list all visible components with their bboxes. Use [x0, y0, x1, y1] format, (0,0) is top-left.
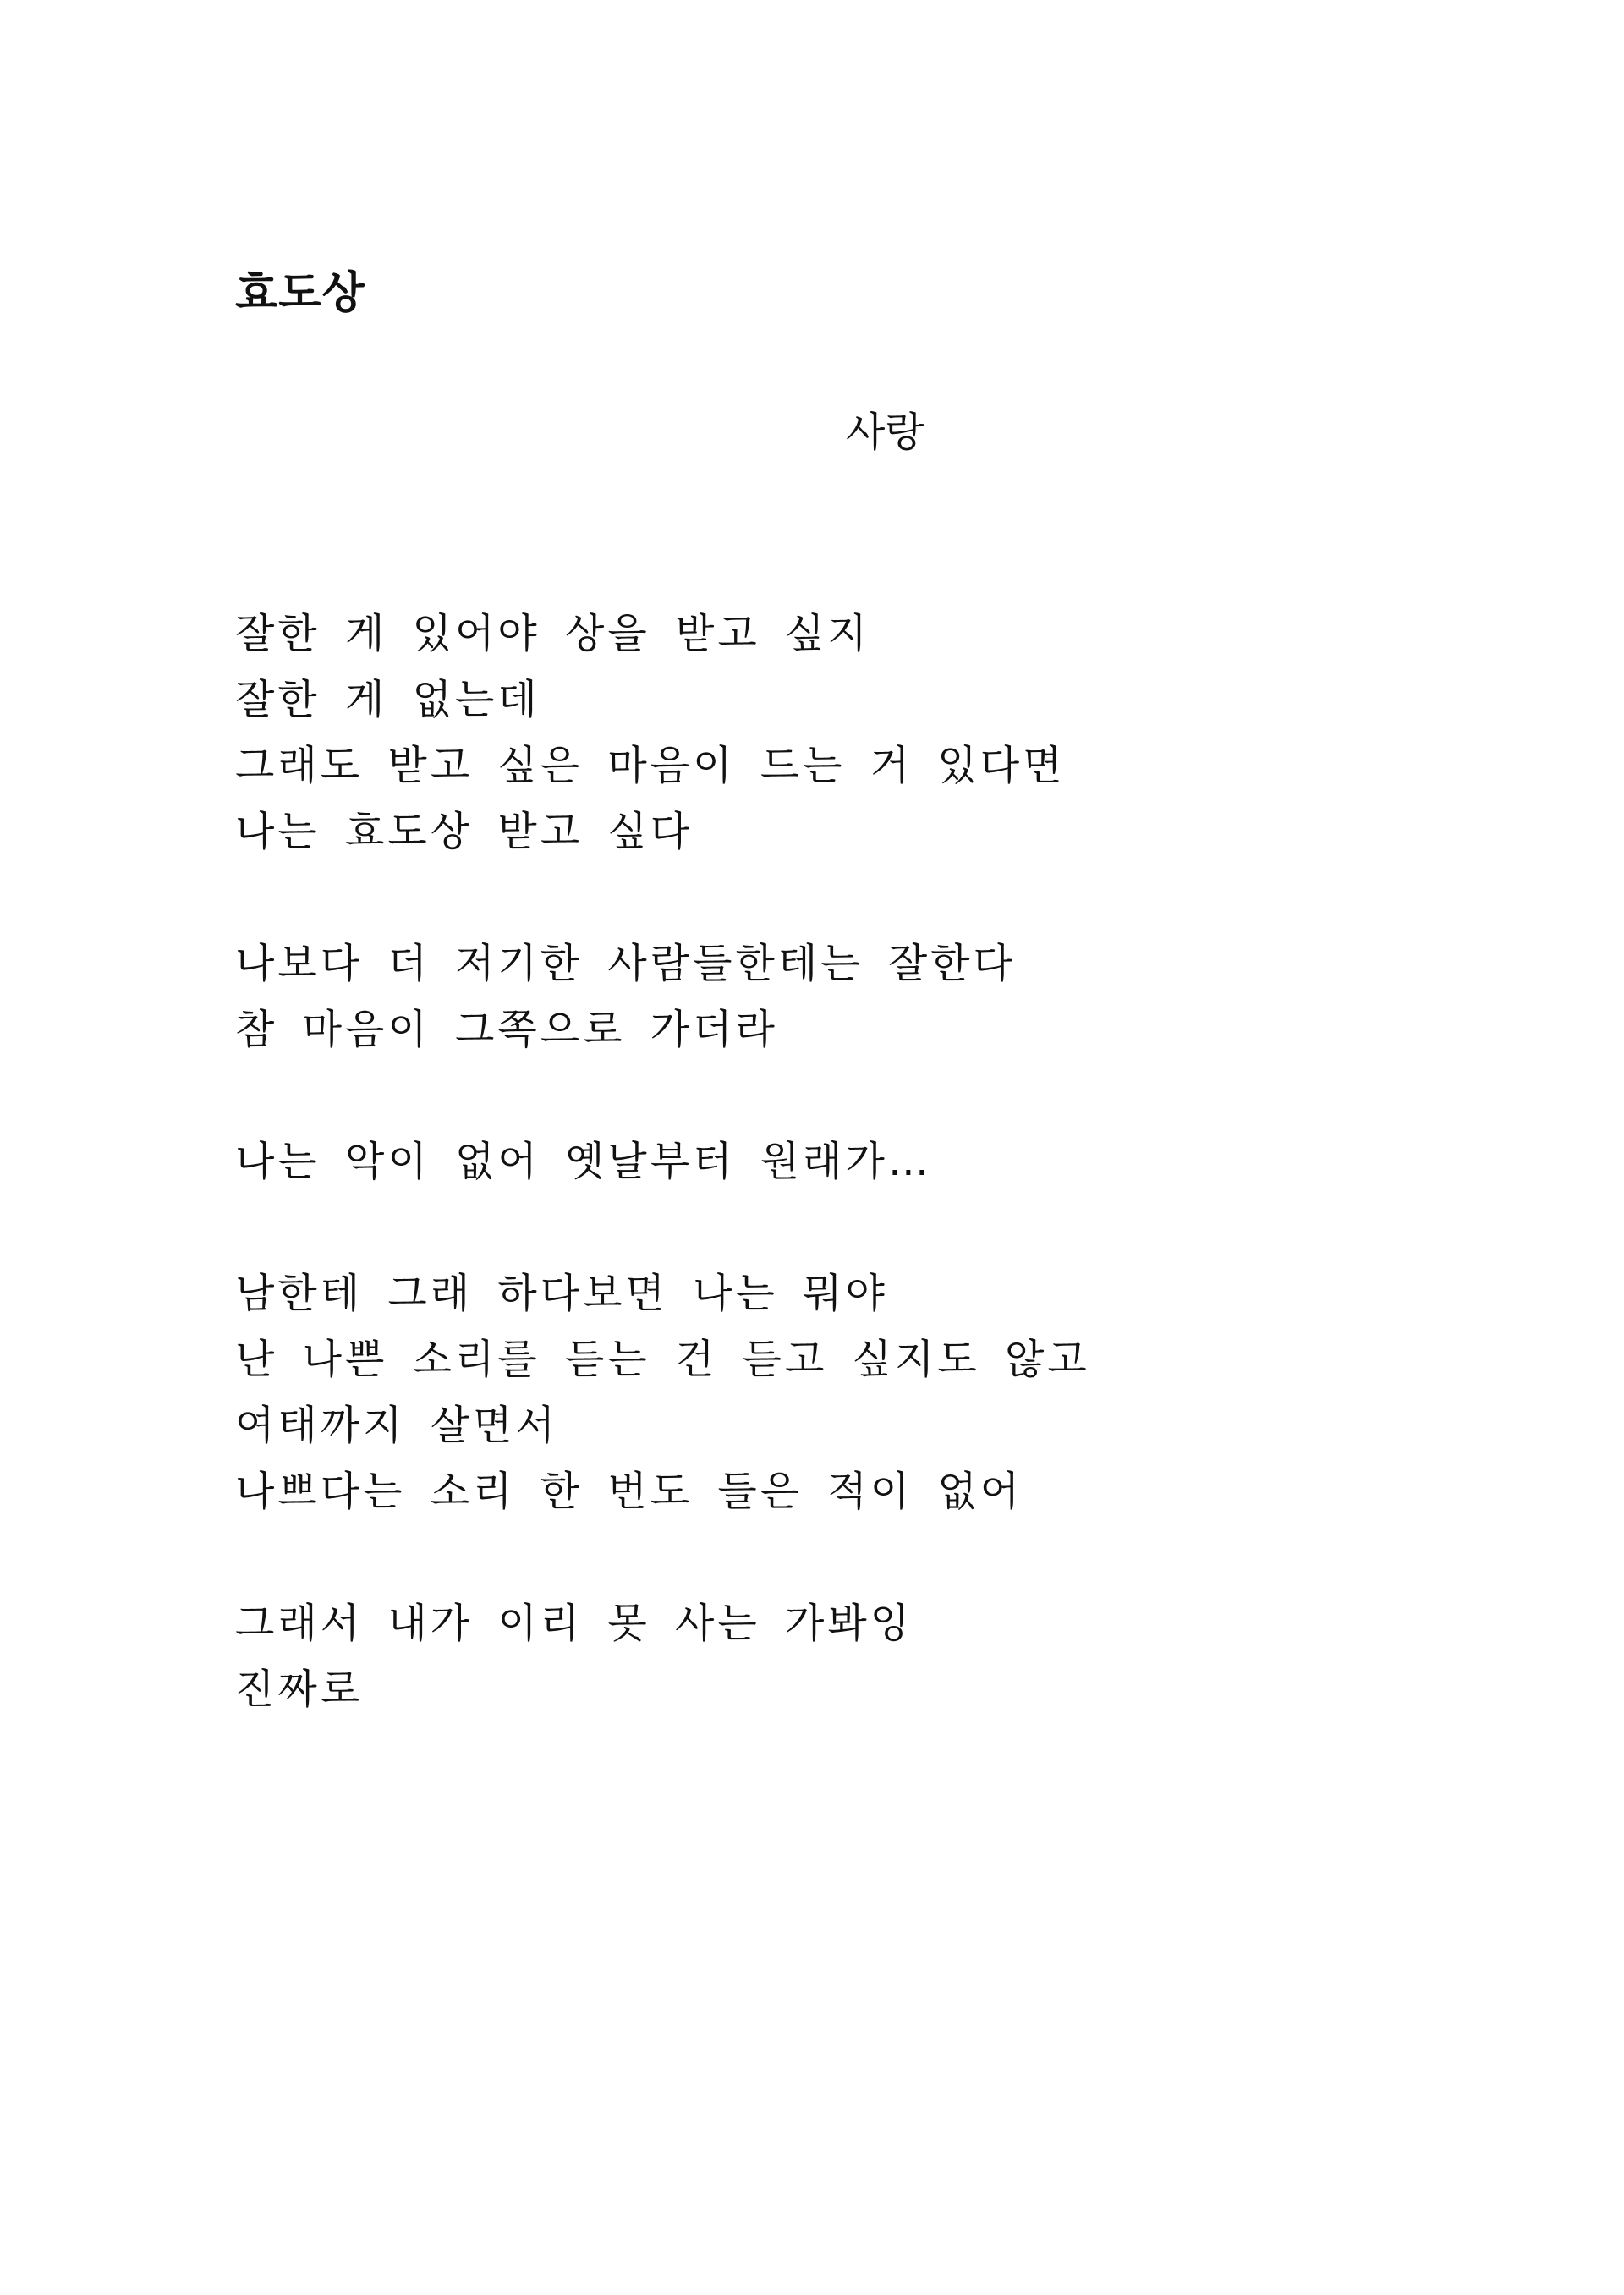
poem-line: 나는 효도상 받고 싶다 — [235, 808, 694, 855]
stanza-5 — [235, 1590, 1504, 1722]
poem-line: 참 마음이 그쪽으로 가더라 — [235, 1006, 778, 1053]
poem-line: 남한테 그래 하다보면 나는 뭐야 — [235, 1270, 888, 1317]
poem-line: 나보다 더 저기한 사람들한테는 잘한다 — [235, 940, 1016, 987]
stanza-3 — [235, 1128, 1504, 1194]
poem-line: 여태까지 살면서 — [235, 1402, 558, 1449]
stanza-1 — [235, 601, 1504, 865]
poem-line: 나는 악이 없어 옛날부터 원래가… — [235, 1138, 932, 1185]
poem-line: 그래도 받고 싶은 마음이 드는 거 있다면 — [235, 742, 1066, 789]
poem-line: 그래서 내가 이리 못 사는 가봐잉 — [235, 1600, 914, 1647]
poem-line: 나쁘다는 소리 한 번도 들은 적이 없어 — [235, 1468, 1023, 1515]
poem-line: 진짜로 — [235, 1666, 364, 1713]
stanza-4 — [235, 1260, 1504, 1524]
poem-line: 잘한 게 없는데 — [235, 676, 540, 723]
poem-line: 잘한 게 있어야 상을 받고 싶지 — [235, 610, 870, 657]
poem-title: 효도상 — [235, 268, 365, 319]
poem-body — [235, 601, 1504, 1788]
poem-author: 사랑 — [846, 409, 924, 456]
stanza-2 — [235, 931, 1504, 1062]
poem-line: 난 나쁜 소리를 듣는 건 듣고 싶지도 않고 — [235, 1336, 1090, 1383]
